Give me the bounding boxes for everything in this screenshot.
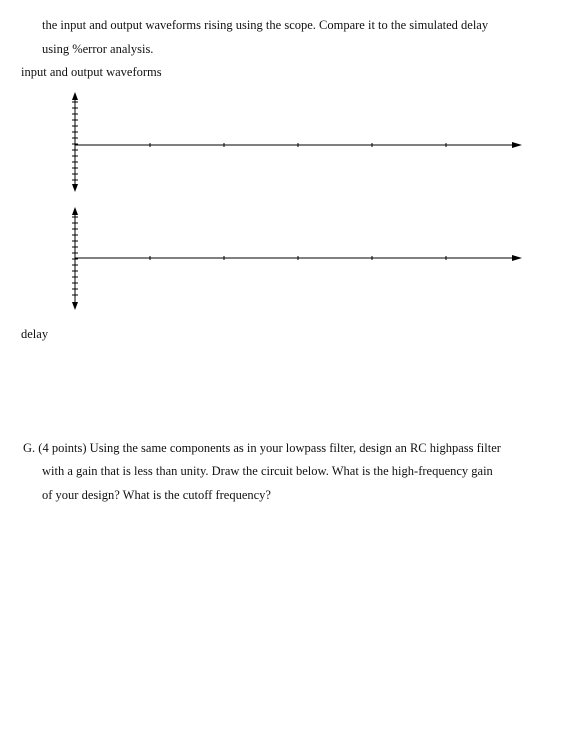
- input-y-arrow-down: [72, 184, 78, 192]
- question-g-line-2: with a gain that is less than unity. Draw the circuit below. What is the high-frequency gain: [42, 464, 493, 478]
- delay-label: delay: [21, 327, 49, 341]
- question-f-line-2: using %error analysis.: [42, 42, 154, 56]
- input-x-arrow: [512, 142, 522, 148]
- question-g-line-3: of your design? What is the cutoff frequency?: [42, 488, 271, 502]
- output-y-arrow-down: [72, 302, 78, 310]
- waveform-axes: [0, 0, 572, 330]
- plot-label: input and output waveforms: [21, 65, 162, 79]
- output-x-arrow: [512, 255, 522, 261]
- input-y-arrow-up: [72, 92, 78, 100]
- question-f-line-1: the input and output waveforms rising using the scope. Compare it to the simulated delay: [42, 18, 489, 32]
- question-g-line-1: G. (4 points) Using the same components as in your lowpass filter, design an RC highpass filter: [23, 441, 501, 455]
- output-y-arrow-up: [72, 207, 78, 215]
